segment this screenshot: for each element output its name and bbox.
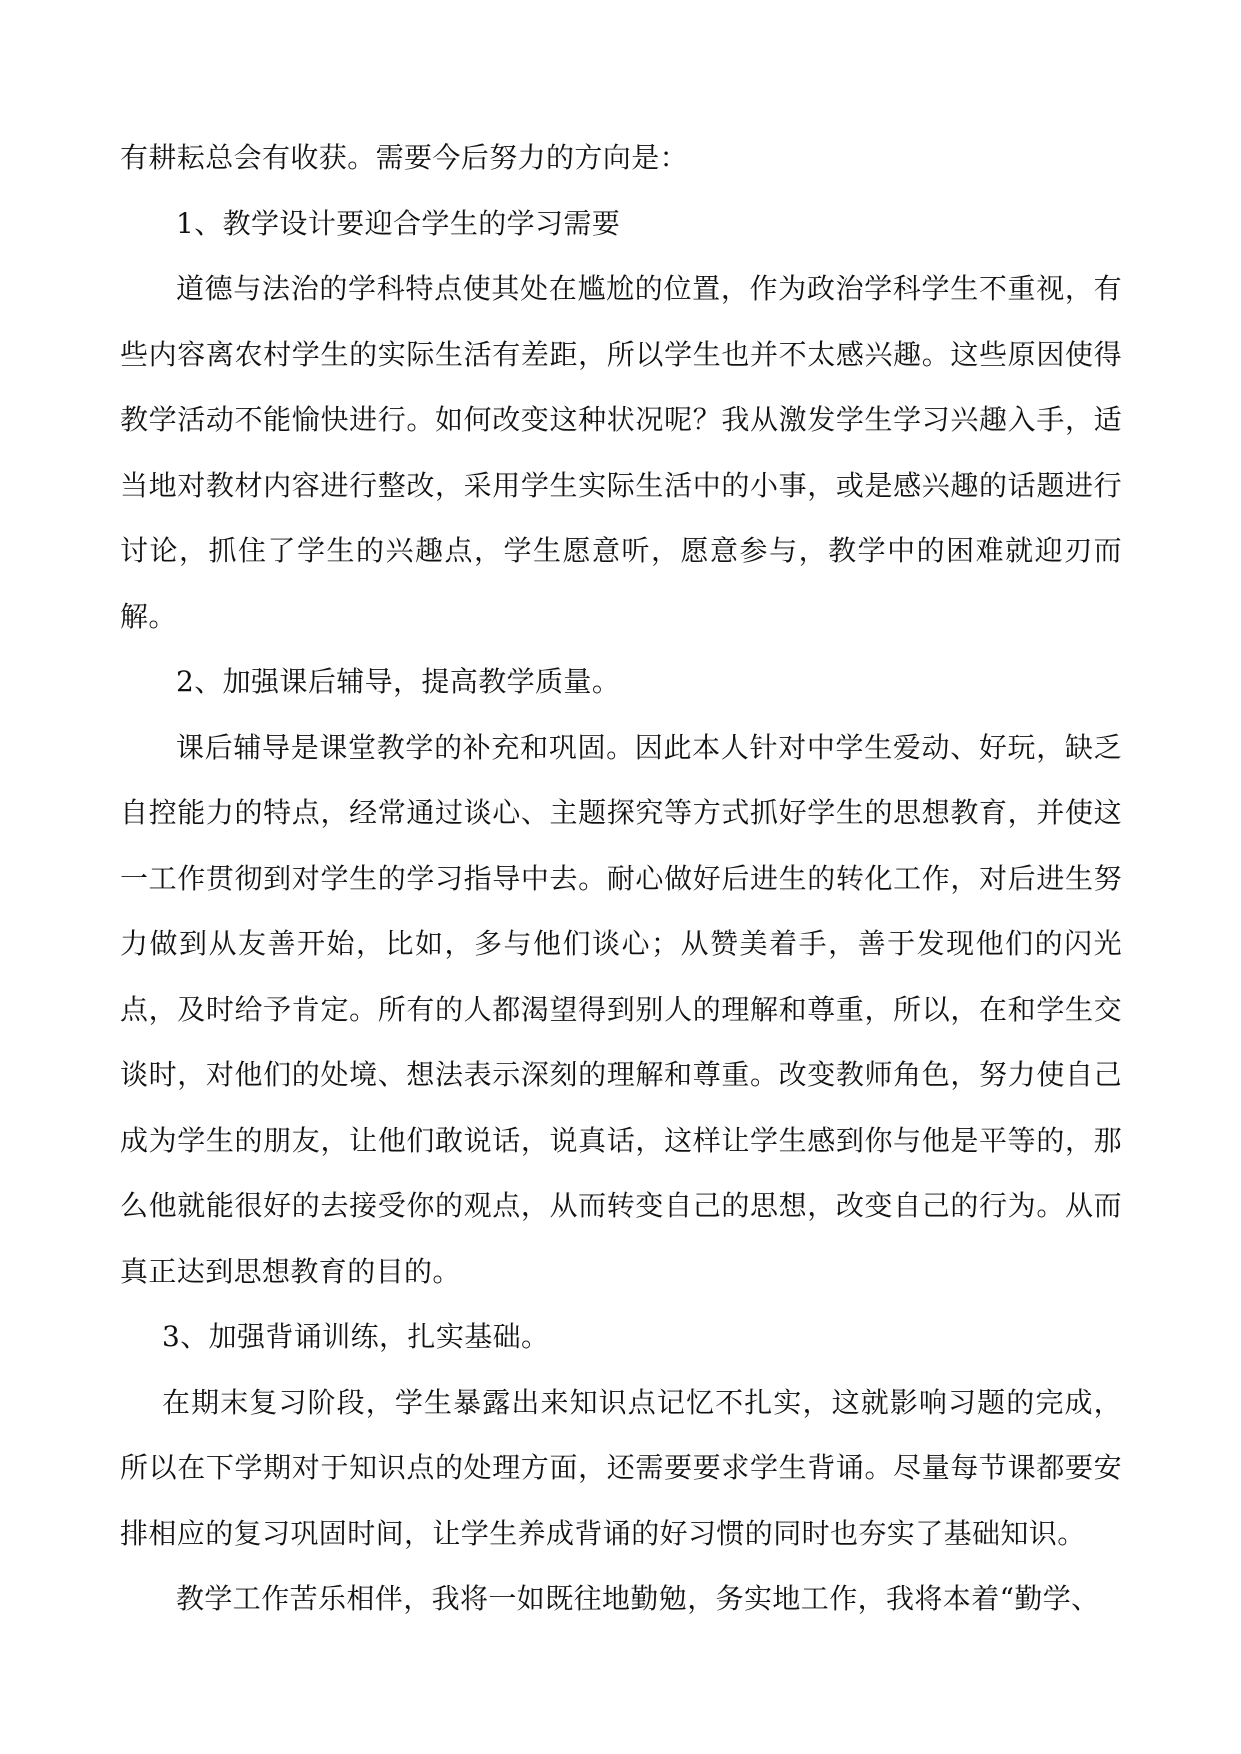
heading-3-recitation-training: 3、加强背诵训练，扎实基础。 xyxy=(162,1320,550,1353)
heading-2-after-class-tutoring: 2、加强课后辅导，提高教学质量。 xyxy=(176,665,621,698)
heading-1-teaching-design: 1、教学设计要迎合学生的学习需要 xyxy=(176,206,621,240)
paragraph-after-class-tutoring: 课后辅导是课堂教学的补充和巩固。因此本人针对中学生爱动、好玩，缺乏自控能力的特点，经常通过谈心、主题探究等方式抓好学生的思想教育，并使这一工作贯彻到对学生的学习指导中去。耐心做好后进生的转化工作，对后进生努力做到从友善开始，比如，多与他们谈心；从赞美着手，善于发现他们的闪光点，及时给予肯定。所有的人都渴望得到别人的理解和尊重，所以，在和学生交谈时，对他们的处境、想法表示深刻的理解和尊重。改变教师角色，努力使自己成为学生的朋友，让他们敢说话，说真话，这样让学生感到你与他是平等的，那么他就能很好的去接受你的观点，从而转变自己的思想，改变自己的行为。从而真正达到思想教育的目的。 xyxy=(120,730,1122,1288)
paragraph-conclusion: 教学工作苦乐相伴，我将一如既往地勤勉，务实地工作，我将本着“勤学、 xyxy=(176,1582,1100,1615)
paragraph-teaching-design: 道德与法治的学科特点使其处在尴尬的位置，作为政治学科学生不重视，有些内容离农村学生的实际生活有差距，所以学生也并不太感兴趣。这些原因使得教学活动不能愉快进行。如何改变这种状况呢？我从激发学生学习兴趣入手，适当地对教材内容进行整改，采用学生实际生活中的小事，或是感兴趣的话题进行讨论，抓住了学生的兴趣点，学生愿意听，愿意参与，教学中的困难就迎刃而解。 xyxy=(120,272,1122,633)
paragraph-intro: 有耕耘总会有收获。需要今后努力的方向是： xyxy=(120,141,689,174)
document-body xyxy=(120,125,1122,1632)
paragraph-recitation-training: 在期末复习阶段，学生暴露出来知识点记忆不扎实，这就影响习题的完成，所以在下学期对于知识点的处理方面，还需要要求学生背诵。尽量每节课都要安排相应的复习巩固时间，让学生养成背诵的好习惯的同时也夯实了基础知识。 xyxy=(120,1385,1122,1550)
